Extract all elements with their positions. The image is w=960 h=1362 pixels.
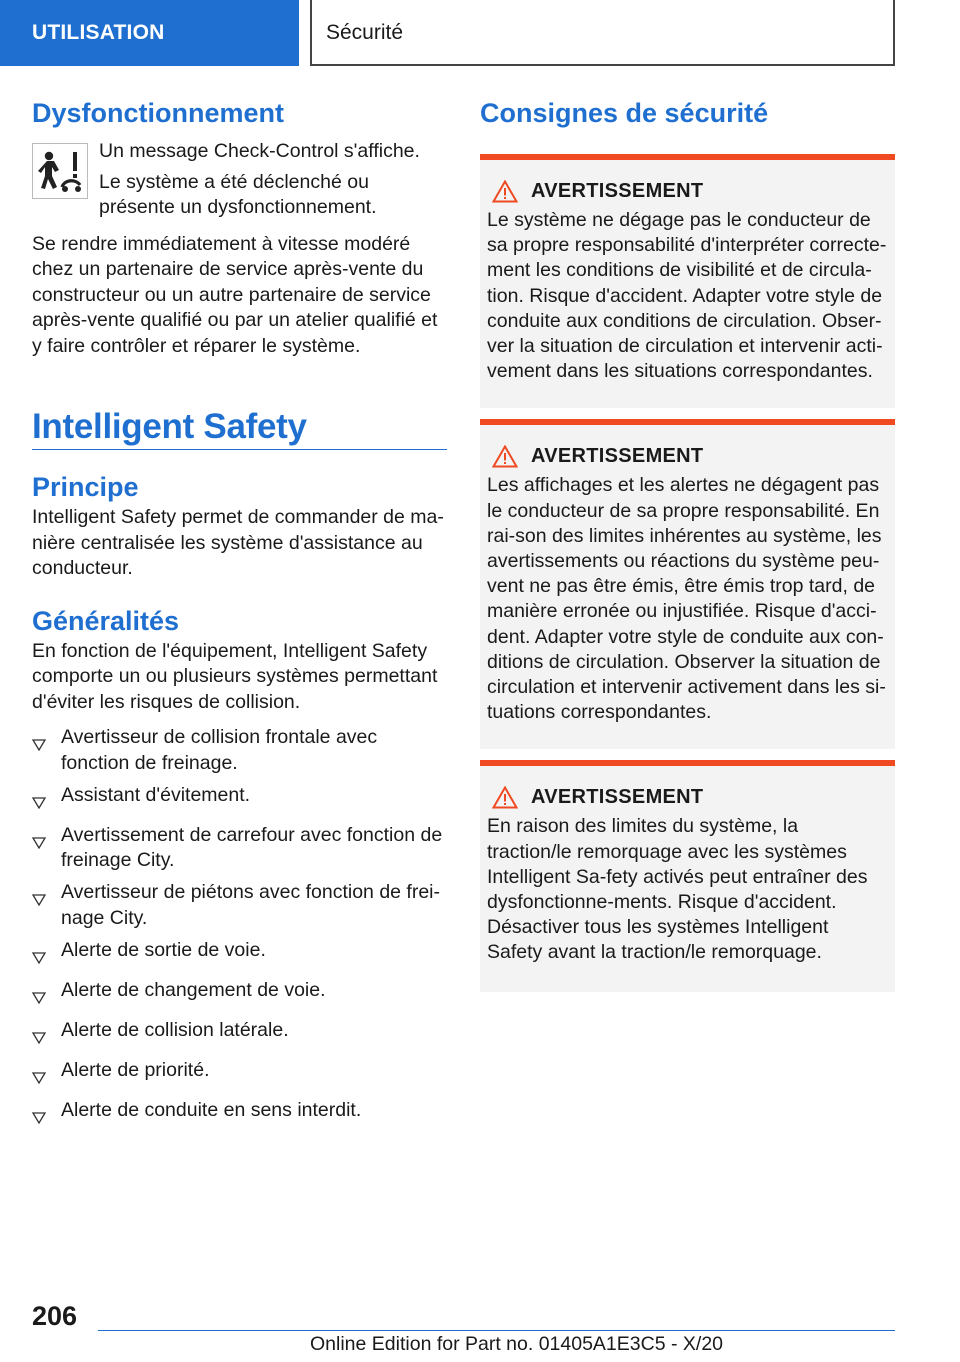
- list-item: Alerte de sortie de voie.: [32, 938, 447, 972]
- section-tab: UTILISATION: [0, 0, 299, 66]
- list-item: Avertisseur de collision frontale avec fonction de freinage.: [32, 725, 447, 776]
- triangle-bullet-icon: [32, 783, 61, 817]
- chapter-title: Sécurité: [310, 0, 895, 66]
- list-item: Alerte de changement de voie.: [32, 978, 447, 1012]
- warning-label: AVERTISSEMENT: [531, 786, 704, 809]
- list-item: Alerte de priorité.: [32, 1058, 447, 1092]
- list-item: Avertissement de carrefour avec fonction de freinage City.: [32, 823, 447, 874]
- footer-divider: [98, 1330, 895, 1331]
- warning-text: Les affichages et les alertes ne dégagent pas le conducteur de sa propre responsabilité. En rai-son des limites inhérentes au système, les avertissements ou réactions du système peu-vent ne pas être émis, être émis trop tard, de manière erronée ou injustifiée. Risque d'acci-dent. Adapter votre style de conduite aux con-ditions de circulation. Observer la situation de circulation et intervenir activement dans les si-tuations correspondantes.: [487, 474, 886, 724]
- pedestrian-warning-icon: [32, 143, 88, 199]
- generalites-text: En fonction de l'équipement, Intelligent Safety comporte un ou plusieurs systèmes permettant d'éviter les risques de collision.: [32, 639, 438, 713]
- warning-text: Le système ne dégage pas le conducteur de sa propre responsabilité d'interpréter correcte-ment les conditions de visibilité et de circula-tion. Risque d'accident. Adapter votre style de conduite aux conditions de circulation. Obser-ver la situation de circulation et intervenir acti-vement dans les situations correspondantes.: [487, 209, 887, 383]
- principe-text: Intelligent Safety permet de commander de ma-nière centralisée les système d'assistance au conducteur.: [32, 506, 444, 579]
- malfunction-message: Un message Check-Control s'affiche.: [99, 140, 420, 162]
- triangle-bullet-icon: [32, 978, 61, 1012]
- triangle-bullet-icon: [32, 1098, 61, 1132]
- collision-systems-list: [32, 725, 447, 1131]
- check-control-message: [32, 139, 447, 226]
- warning-box: [480, 419, 895, 749]
- page-number: 206: [32, 1301, 78, 1331]
- safety-notes-heading: Consignes de sécurité: [480, 98, 769, 128]
- intelligent-safety-heading: Intelligent Safety: [32, 407, 307, 446]
- page-header: [0, 0, 960, 66]
- triangle-bullet-icon: [32, 1058, 61, 1092]
- left-column: [32, 98, 447, 1138]
- warning-label: AVERTISSEMENT: [531, 445, 704, 468]
- warning-text: En raison des limites du système, la traction/le remorquage avec les systèmes Intelligent Sa-fety activés peut entraîner des dysfonctionne-ments. Risque d'accident. Désactiver tous les systèmes Intelligent Safety avant la traction/le remorquage.: [487, 815, 868, 964]
- right-column: [480, 98, 895, 1003]
- malfunction-status: Le système a été déclenché ou présente un dysfonctionnement.: [99, 170, 377, 218]
- triangle-bullet-icon: [32, 938, 61, 972]
- malfunction-heading: Dysfonctionnement: [32, 98, 285, 128]
- warning-box: [480, 760, 895, 991]
- warning-triangle-icon: [492, 786, 518, 809]
- triangle-bullet-icon: [32, 1018, 61, 1052]
- list-item: Avertisseur de piétons avec fonction de frei-nage City.: [32, 880, 447, 931]
- intelligent-safety-heading-block: [32, 407, 447, 450]
- generalites-heading: Généralités: [32, 605, 180, 636]
- triangle-bullet-icon: [32, 823, 61, 874]
- edition-note: Online Edition for Part no. 01405A1E3C5 - X/20: [310, 1333, 724, 1355]
- malfunction-instructions: Se rendre immédiatement à vitesse modéré chez un partenaire de service après-vente du constructeur ou un autre partenaire de service après-vente qualifié ou par un atelier qualifié et y faire contrôler et réparer le système.: [32, 232, 438, 357]
- list-item: Assistant d'évitement.: [32, 783, 447, 817]
- triangle-bullet-icon: [32, 880, 61, 931]
- warning-label: AVERTISSEMENT: [531, 180, 704, 202]
- list-item: Alerte de collision latérale.: [32, 1018, 447, 1052]
- list-item: Alerte de conduite en sens interdit.: [32, 1098, 447, 1132]
- warning-triangle-icon: [492, 180, 518, 203]
- triangle-bullet-icon: [32, 725, 61, 776]
- warning-triangle-icon: [492, 445, 518, 468]
- warning-box: [480, 154, 895, 408]
- principe-heading: Principe: [32, 472, 139, 502]
